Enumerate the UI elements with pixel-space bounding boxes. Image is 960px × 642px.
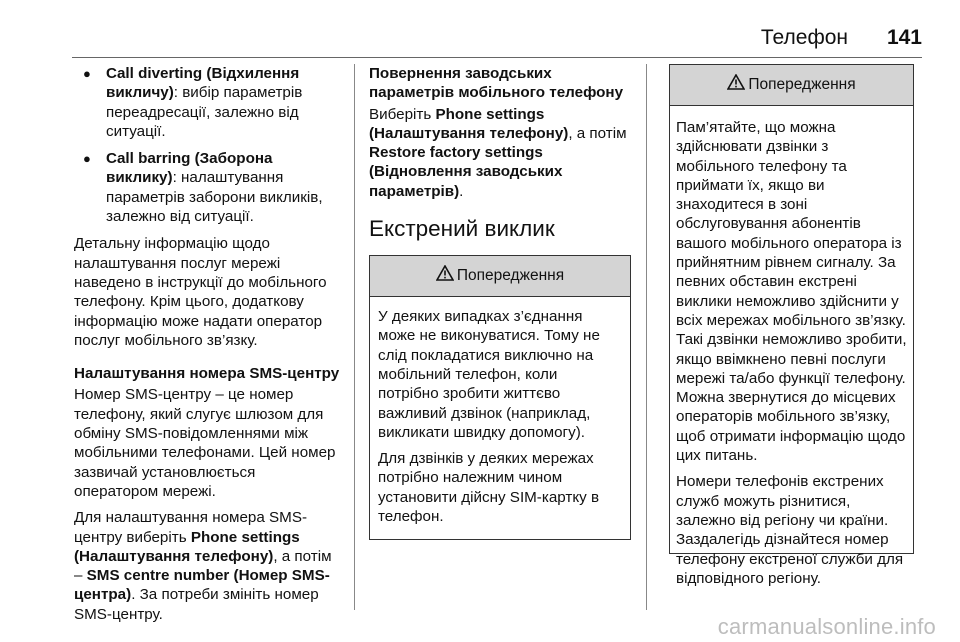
bullet-text: : вибір параметрів переадресації, залежно від ситуації.: [106, 84, 303, 140]
warning-title: Попередження: [456, 267, 565, 285]
paragraph: Номер SMS-центру – це номер телефону, який слугує шлюзом для обміну SMS-повідомленнями між мобільними телефонами. Цей номер зазвичай установлюється оператором мережі.: [74, 386, 336, 500]
text-run: , а потім: [568, 124, 627, 142]
paragraph: [369, 105, 631, 201]
subheading-factory-reset: Повернення заводських параметрів мобільного телефону: [369, 65, 624, 102]
warning-header: [670, 65, 913, 106]
subheading-sms-centre: Налаштування номера SMS-центру: [74, 365, 340, 383]
paragraph: Номери телефонів екстрених служб можуть різнитися, залежно від регіону чи країни. Заздалегідь дізнайтеся номер телефону екстреної служби для відповідного регіону.: [676, 473, 904, 587]
menu-ref: Restore factory settings (Відновлення заводських параметрів): [369, 144, 563, 200]
header-rule: [72, 57, 922, 58]
text-run: .: [459, 182, 464, 200]
paragraph: Пам’ятайте, що можна здійснювати дзвінки з мобільного телефону та приймати їх, якщо ви знаходитеся в зоні обслуговування абонентів вашого мобільного оператора із прийнятним рівнем сигналу. За певних обставин екстрені виклики неможливо здійснити у всіх мережах мобільного зв’язку. Такі дзвінки неможливо зробити, якщо ввімкнено певні послуги мережі та/або функції телефону. Можна звернутися до місцевих операторів мобільного зв’язку, щоб отримати інформацію щодо цих питань.: [676, 119, 907, 465]
list-item: [74, 149, 342, 226]
text-run: . За потреби змініть номер SMS-центру.: [74, 586, 319, 623]
warning-body: [370, 297, 630, 539]
header-title: Телефон: [760, 26, 848, 49]
column-left: [74, 64, 342, 631]
paragraph: Для дзвінків у деяких мережах потрібно належним чином установити дійсну SIM-картку в телефон.: [378, 450, 600, 526]
bullet-term: Call barring (Заборона виклику): [106, 150, 273, 187]
text-run: Для налаштування номера SMS-центру виберіть: [74, 509, 308, 546]
warning-triangle-icon: [727, 74, 745, 95]
paragraph: У деяких випадках з’єднання може не виконуватися. Тому не слід покладатися виключно на мобільний телефон, коли потрібно зробити життєво важливий дзвінок (наприклад, викликати швидку допомогу).: [378, 308, 600, 441]
bullet-term: Call diverting (Відхилення викличу): [106, 65, 300, 102]
warning-header: [370, 256, 630, 297]
column-divider: [646, 64, 647, 610]
warning-box: [669, 64, 914, 587]
column-middle: [369, 64, 631, 540]
menu-ref: Phone settings (Налаштування телефону): [74, 528, 300, 565]
list-item: [74, 64, 342, 141]
paragraph: Детальну інформацію щодо налаштування послуг мережі наведено в інструкції до мобільного телефону. Крім цього, додаткову інформацію може надати оператор послуг мобільного зв’язку.: [74, 235, 327, 349]
text-run: Виберіть: [369, 105, 436, 123]
warning-title: Попередження: [748, 76, 856, 94]
page-number: 141: [886, 26, 922, 49]
column-divider: [354, 64, 355, 610]
watermark: carmanualsonline.info: [717, 614, 936, 639]
bullet-list: [74, 64, 342, 226]
section-title: Екстрений виклик: [369, 216, 555, 242]
menu-ref: SMS centre number (Номер SMS-центра): [74, 567, 330, 604]
paragraph: [74, 508, 342, 624]
warning-triangle-icon: [436, 265, 454, 286]
text-run: , а потім –: [74, 547, 332, 585]
menu-ref: Phone settings (Налаштування телефону): [369, 105, 569, 142]
warning-body: [670, 106, 913, 601]
bullet-text: : налаштування параметрів заборони викликів, залежно від ситуації.: [106, 169, 323, 226]
warning-box: [369, 255, 631, 540]
column-right: [669, 64, 914, 587]
page-header: [0, 0, 960, 60]
